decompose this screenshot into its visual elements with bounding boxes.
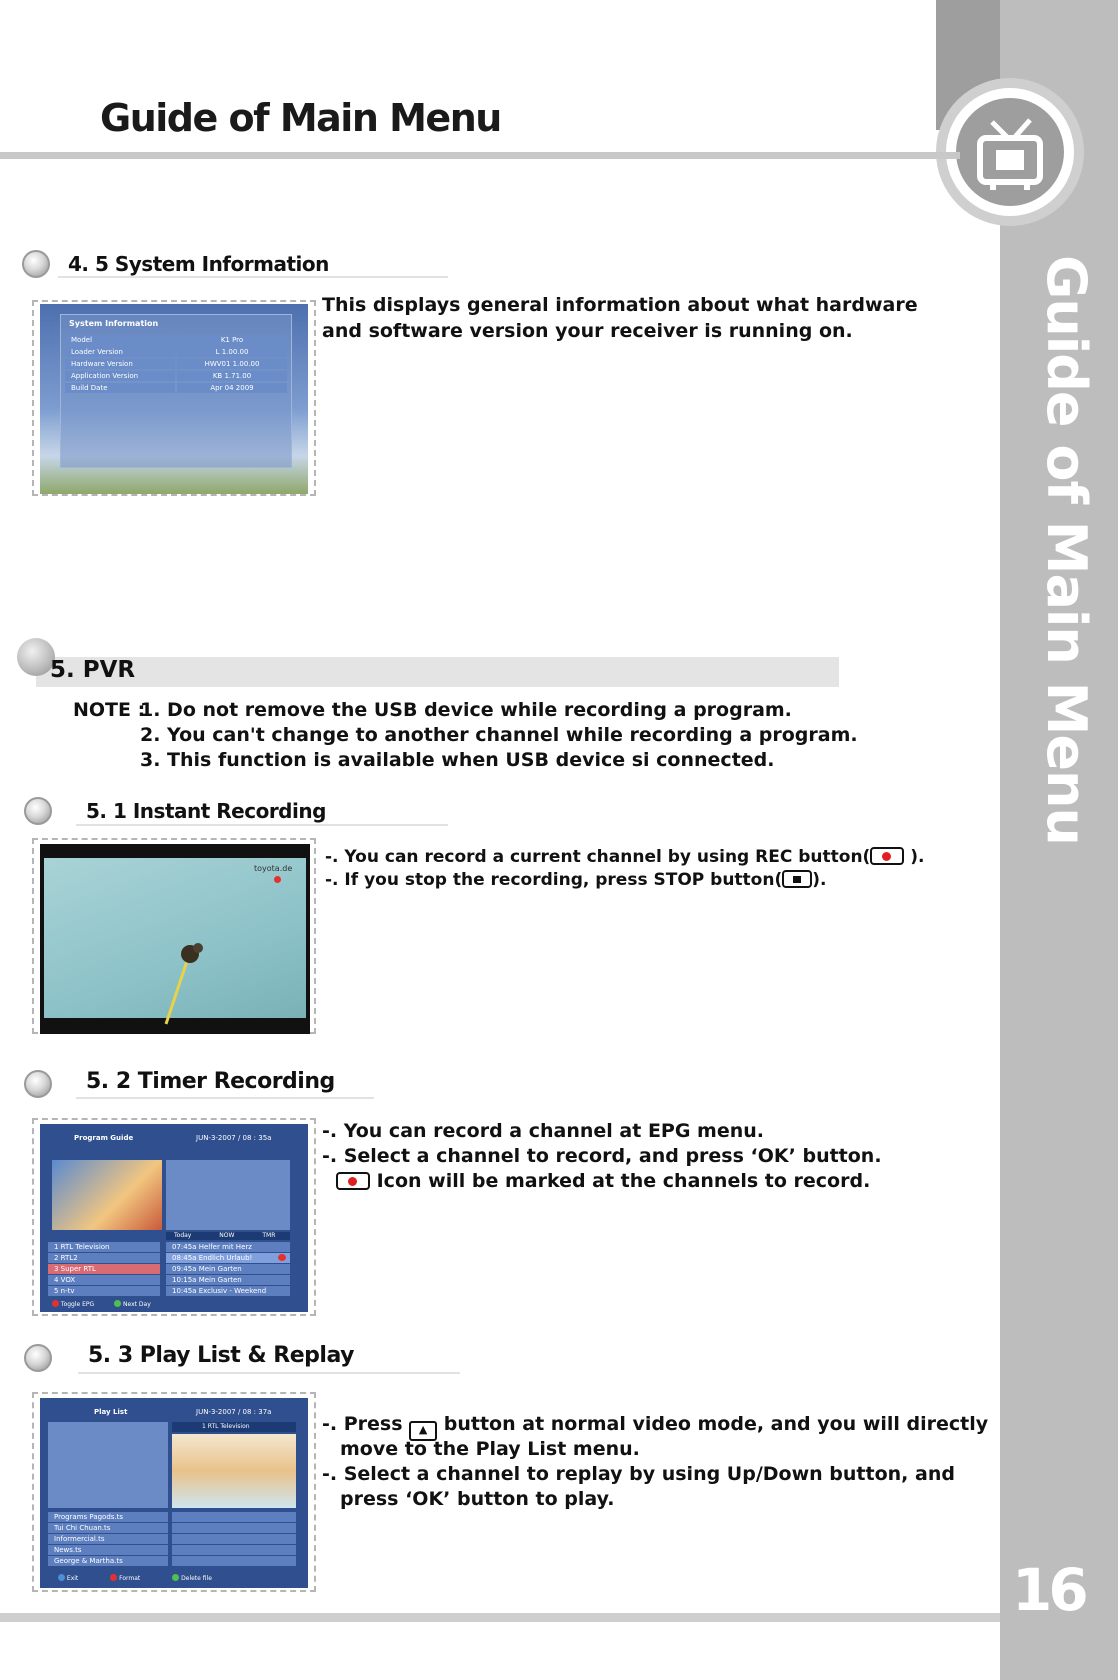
play-list-info-panel — [48, 1422, 168, 1508]
record-mark-icon — [278, 1254, 286, 1261]
instant-recording-screenshot — [32, 838, 316, 1034]
sidebar-vertical-title: Guide of Main Menu — [1035, 255, 1098, 845]
timer-recording-heading: 5. 2 Timer Recording — [86, 1069, 335, 1094]
epg-program[interactable]: 07:45a Helfer mit Herz — [166, 1242, 290, 1252]
note-label: NOTE : — [73, 699, 146, 721]
play-list-screenshot — [32, 1392, 316, 1592]
channel-logo-text: toyota.de — [254, 864, 293, 873]
epg-channel[interactable]: 5 n-tv — [48, 1286, 160, 1296]
pvr-heading: 5. PVR — [50, 657, 136, 683]
epg-channel[interactable]: 4 VOX — [48, 1275, 160, 1285]
green-key-icon — [172, 1574, 179, 1581]
green-key-icon — [114, 1300, 121, 1307]
footer-rule — [0, 1613, 1000, 1622]
info-row-value: K1 Pro — [177, 335, 287, 345]
epg-tab[interactable]: NOW — [219, 1232, 235, 1239]
epg-channel[interactable]: 1 RTL Television — [48, 1242, 160, 1252]
info-row-label: Loader Version — [65, 347, 175, 357]
red-key-icon — [110, 1574, 117, 1581]
play-list-file[interactable]: George & Martha.ts — [48, 1556, 168, 1566]
instant-recording-line1: -. You can record a current channel by using REC button( ). — [325, 847, 925, 867]
next-day-button[interactable]: Next Day — [123, 1301, 151, 1308]
format-button[interactable]: Format — [119, 1575, 141, 1582]
epg-date: JUN-3-2007 / 08 : 35a — [196, 1134, 272, 1142]
playlist-button-icon: ▲ — [409, 1421, 437, 1441]
epg-title: Program Guide — [74, 1134, 134, 1142]
play-list-file[interactable]: Informercial.ts — [48, 1534, 168, 1544]
epg-description — [166, 1160, 290, 1230]
system-info-screenshot — [32, 300, 316, 496]
epg-tab[interactable]: Today — [174, 1232, 192, 1239]
page-number: 16 — [1012, 1556, 1085, 1624]
epg-program[interactable]: 10:15a Mein Garten — [166, 1275, 290, 1285]
info-row-label: Application Version — [65, 371, 175, 381]
note-item: 2. You can't change to another channel while recording a program. — [140, 724, 858, 746]
note-item: 3. This function is available when USB device si connected. — [140, 749, 775, 771]
play-list-file-details — [172, 1512, 296, 1566]
info-row-value: L 1.00.00 — [177, 347, 287, 357]
delete-file-button[interactable]: Delete file — [181, 1575, 212, 1582]
system-info-description: This displays general information about what hardware and software version your receiver is running on. — [322, 294, 918, 342]
play-list-heading: 5. 3 Play List & Replay — [88, 1343, 354, 1368]
instant-recording-line2: -. If you stop the recording, press STOP button( ). — [325, 870, 827, 890]
section-bullet-icon — [24, 797, 52, 825]
play-list-title: Play List — [94, 1408, 128, 1416]
page-title: Guide of Main Menu — [100, 96, 501, 140]
epg-channel-selected[interactable]: 3 Super RTL — [48, 1264, 160, 1274]
play-list-date: JUN-3-2007 / 08 : 37a — [196, 1408, 272, 1416]
heading-rule — [76, 824, 448, 826]
epg-program-selected[interactable]: 08:45a Endlich Urlaub! — [166, 1253, 290, 1263]
system-info-heading: 4. 5 System Information — [68, 252, 329, 276]
epg-preview-image — [52, 1160, 162, 1230]
section-bullet-icon — [24, 1344, 52, 1372]
play-list-file[interactable]: News.ts — [48, 1545, 168, 1555]
play-list-preview-image — [172, 1434, 296, 1508]
info-row-value: HWV01 1.00.00 — [177, 359, 287, 369]
heading-rule — [78, 1372, 460, 1374]
epg-program[interactable]: 09:45a Mein Garten — [166, 1264, 290, 1274]
timer-recording-line2: -. Select a channel to record, and press ‘OK’ button. — [322, 1145, 882, 1167]
info-row-label: Hardware Version — [65, 359, 175, 369]
tv-icon — [956, 98, 1064, 206]
play-list-line1-cont: move to the Play List menu. — [340, 1438, 640, 1460]
heading-rule — [58, 276, 448, 278]
play-list-channel: 1 RTL Television — [172, 1422, 296, 1432]
info-row-label: Model — [65, 335, 175, 345]
dandelion-image — [154, 938, 214, 1028]
rec-button-icon — [336, 1172, 370, 1190]
timer-recording-line1: -. You can record a channel at EPG menu. — [322, 1120, 765, 1142]
exit-key-icon — [58, 1574, 65, 1581]
red-key-icon — [52, 1300, 59, 1307]
record-indicator-icon — [274, 876, 281, 883]
info-row-value: Apr 04 2009 — [177, 383, 287, 393]
header-rule — [0, 152, 960, 159]
play-list-file[interactable]: Tui Chi Chuan.ts — [48, 1523, 168, 1533]
note-item: 1. Do not remove the USB device while recording a program. — [140, 699, 792, 721]
section-bullet-icon — [24, 1070, 52, 1098]
stop-button-icon — [782, 870, 812, 888]
play-list-line2: -. Select a channel to replay by using Up/Down button, and — [322, 1463, 955, 1485]
play-list-file[interactable]: Programs Pagods.ts — [48, 1512, 168, 1522]
epg-screenshot — [32, 1118, 316, 1316]
play-list-line2-cont: press ‘OK’ button to play. — [340, 1488, 615, 1510]
info-row-label: Build Date — [65, 383, 175, 393]
epg-channel[interactable]: 2 RTL2 — [48, 1253, 160, 1263]
epg-tab[interactable]: TMR — [262, 1232, 276, 1239]
screenshot-title: System Information — [69, 319, 159, 328]
timer-recording-line3: Icon will be marked at the channels to record. — [336, 1168, 870, 1194]
epg-program[interactable]: 10:45a Exclusiv - Weekend — [166, 1286, 290, 1296]
heading-rule — [76, 1097, 374, 1099]
rec-button-icon — [870, 847, 904, 865]
pvr-heading-bar — [36, 657, 839, 687]
section-bullet-icon — [22, 250, 50, 278]
play-list-line1: -. Press ▲ button at normal video mode, and you will directly — [322, 1411, 988, 1441]
info-row-value: KB 1.71.00 — [177, 371, 287, 381]
toggle-epg-button[interactable]: Toggle EPG — [60, 1301, 95, 1308]
instant-recording-heading: 5. 1 Instant Recording — [86, 799, 326, 823]
exit-button[interactable]: Exit — [66, 1575, 79, 1582]
